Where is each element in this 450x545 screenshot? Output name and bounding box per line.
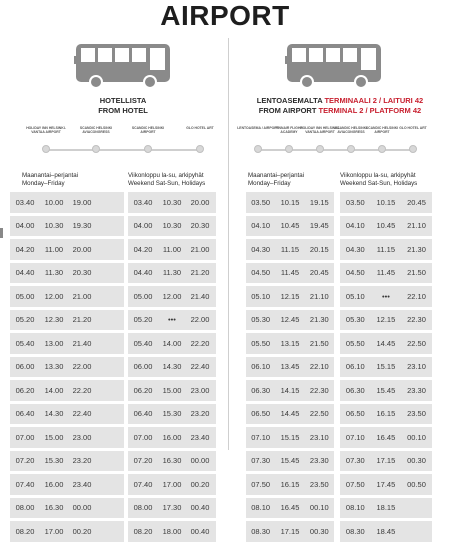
time-cell: 04.40 — [15, 268, 35, 278]
time-cell: 13.45 — [280, 362, 300, 372]
time-cell: 18.15 — [376, 503, 396, 513]
time-cell: 12.15 — [280, 291, 300, 301]
time-cell: 07.30 — [251, 456, 271, 466]
stop-dot — [42, 145, 50, 153]
time-cell: 11.45 — [280, 268, 300, 278]
table-row — [128, 521, 216, 542]
time-cell: 06.30 — [251, 385, 271, 395]
time-cell: 17.30 — [162, 503, 182, 513]
table-row — [128, 404, 216, 425]
table-row — [340, 310, 432, 331]
time-cell: 06.10 — [251, 362, 271, 372]
table-row — [128, 192, 216, 213]
time-cell: 06.20 — [15, 385, 35, 395]
table-row — [128, 286, 216, 307]
time-cell: 21.40 — [190, 291, 210, 301]
stop-label: SCANDIC HELSINKI AVIACONGRESS — [334, 126, 368, 134]
time-cell: 22.20 — [190, 338, 210, 348]
time-cell: 15.00 — [162, 385, 182, 395]
time-cell: 03.40 — [15, 197, 35, 207]
left-weekend-header: Viikonloppu la-su, arkipyhät Weekend Sat-Sun, Holidays — [128, 172, 206, 187]
table-row — [128, 310, 216, 331]
table-row — [340, 380, 432, 401]
time-cell: ••• — [381, 291, 390, 301]
time-cell: 14.30 — [44, 409, 64, 419]
stop-label: GLO HOTEL ART — [186, 126, 214, 130]
table-row — [340, 357, 432, 378]
time-cell: 06.40 — [15, 409, 35, 419]
time-cell: 20.15 — [309, 244, 329, 254]
time-cell: 04.10 — [251, 221, 271, 231]
stop-label: SCANDIC HELSINKI AIRPORT — [365, 126, 399, 134]
stop-dot — [409, 145, 417, 153]
time-cell: 22.00 — [72, 362, 92, 372]
time-cell: 15.30 — [162, 409, 182, 419]
time-cell: 12.15 — [376, 315, 396, 325]
table-row — [340, 333, 432, 354]
time-cell: 21.30 — [407, 244, 426, 254]
stop-dot — [254, 145, 262, 153]
time-cell: 11.15 — [376, 244, 395, 254]
time-cell: 05.40 — [133, 338, 153, 348]
time-cell: 19.45 — [309, 221, 329, 231]
time-cell: 19.15 — [309, 197, 329, 207]
time-cell: 22.10 — [407, 291, 426, 301]
time-cell: 12.00 — [44, 291, 64, 301]
time-cell: 05.40 — [15, 338, 35, 348]
stop-label: FINNAIR FLIGHT ACADEMY — [275, 126, 303, 134]
left-destination — [74, 96, 172, 116]
right-destination — [240, 96, 440, 116]
table-row — [340, 474, 432, 495]
time-cell: 06.50 — [251, 409, 271, 419]
time-cell: 07.40 — [15, 479, 35, 489]
table-row — [10, 192, 124, 213]
table-row — [10, 263, 124, 284]
table-row — [246, 380, 334, 401]
time-cell: 16.00 — [44, 479, 64, 489]
time-cell: 11.15 — [280, 244, 300, 254]
time-cell: 00.30 — [407, 456, 426, 466]
time-cell: 14.00 — [44, 385, 64, 395]
time-cell: 20.30 — [190, 221, 210, 231]
time-cell: 15.30 — [44, 456, 64, 466]
time-cell: 07.30 — [345, 456, 365, 466]
table-row — [10, 380, 124, 401]
time-cell: 20.00 — [190, 197, 210, 207]
table-row — [128, 263, 216, 284]
time-cell: 04.50 — [251, 268, 271, 278]
time-cell: 22.20 — [72, 385, 92, 395]
table-row — [10, 498, 124, 519]
time-cell: 10.30 — [162, 197, 182, 207]
time-cell: 21.10 — [407, 221, 426, 231]
time-cell: 11.30 — [162, 268, 182, 278]
time-cell: 19.30 — [72, 221, 92, 231]
time-cell: 13.15 — [280, 338, 300, 348]
time-cell: 04.20 — [15, 244, 35, 254]
table-row — [340, 521, 432, 542]
time-cell: 11.00 — [162, 244, 182, 254]
time-cell: 04.10 — [345, 221, 365, 231]
time-cell: 05.20 — [15, 315, 35, 325]
time-cell: 05.20 — [133, 315, 153, 325]
right-weekend-table — [340, 192, 432, 545]
stop-label: SCANDIC HELSINKI AIRPORT — [131, 126, 165, 134]
table-row — [10, 427, 124, 448]
time-cell: 23.40 — [190, 432, 210, 442]
time-cell: 04.30 — [345, 244, 365, 254]
time-cell: 00.40 — [190, 503, 210, 513]
table-row — [246, 286, 334, 307]
time-cell: 05.50 — [345, 338, 365, 348]
table-row — [340, 239, 432, 260]
time-cell: 23.20 — [190, 409, 210, 419]
left-weekday-header: Maanantai–perjantai Monday–Friday — [22, 172, 79, 187]
table-row — [10, 404, 124, 425]
time-cell: 06.20 — [133, 385, 153, 395]
time-cell: 06.10 — [345, 362, 365, 372]
time-cell: 04.50 — [345, 268, 365, 278]
time-cell: 23.40 — [72, 479, 92, 489]
table-row — [246, 521, 334, 542]
stop-dot — [92, 145, 100, 153]
time-cell: 06.50 — [345, 409, 365, 419]
table-row — [246, 192, 334, 213]
bus-icon — [74, 42, 172, 90]
table-row — [128, 333, 216, 354]
page-title: AIRPORT — [160, 0, 290, 31]
time-cell: ••• — [168, 315, 176, 325]
time-cell: 00.20 — [190, 479, 210, 489]
table-row — [10, 521, 124, 542]
time-cell: 08.20 — [15, 526, 35, 536]
time-cell: 05.10 — [251, 291, 271, 301]
edge-marker — [0, 228, 3, 238]
time-cell: 22.30 — [309, 385, 329, 395]
time-cell: 15.45 — [376, 385, 396, 395]
time-cell: 14.15 — [280, 385, 300, 395]
time-cell: 22.40 — [190, 362, 210, 372]
table-row — [246, 216, 334, 237]
time-cell: 21.00 — [190, 244, 210, 254]
table-row — [340, 451, 432, 472]
time-cell: 04.30 — [251, 244, 271, 254]
table-row — [128, 451, 216, 472]
time-cell: 21.50 — [407, 268, 426, 278]
time-cell: 10.00 — [44, 197, 64, 207]
stop-label: HOLIDAY INN HELSINKI-VANTAA AIRPORT — [26, 126, 66, 134]
time-cell: 05.30 — [251, 315, 271, 325]
time-cell: 22.10 — [309, 362, 329, 372]
time-cell: 12.30 — [44, 315, 64, 325]
from-hotel-en: FROM HOTEL — [98, 106, 148, 115]
time-cell: 16.45 — [376, 432, 396, 442]
time-cell: 16.15 — [280, 479, 300, 489]
time-cell: 00.40 — [190, 526, 210, 536]
table-row — [340, 192, 432, 213]
time-cell: 21.30 — [309, 315, 329, 325]
time-cell: 19.00 — [72, 197, 92, 207]
time-cell: 14.45 — [376, 338, 396, 348]
table-row — [128, 357, 216, 378]
time-cell: 06.00 — [133, 362, 153, 372]
time-cell: 07.50 — [251, 479, 271, 489]
time-cell: 22.00 — [190, 315, 210, 325]
time-cell: 23.20 — [72, 456, 92, 466]
stop-dot — [347, 145, 355, 153]
time-cell: 03.40 — [133, 197, 153, 207]
time-cell: 14.00 — [162, 338, 182, 348]
route-line — [44, 149, 202, 151]
left-weekday-table — [10, 192, 124, 545]
time-cell: 10.30 — [162, 221, 182, 231]
from-airport-en: FROM AIRPORT TERMINAL 2 / PLATFORM 42 — [258, 106, 422, 115]
stop-dot — [285, 145, 293, 153]
table-row — [10, 216, 124, 237]
time-cell: 08.00 — [15, 503, 35, 513]
time-cell: 16.00 — [162, 432, 182, 442]
time-cell: 07.00 — [15, 432, 35, 442]
time-cell: 23.50 — [309, 479, 329, 489]
time-cell: 22.40 — [72, 409, 92, 419]
time-cell: 00.20 — [72, 526, 92, 536]
time-cell: 18.00 — [162, 526, 182, 536]
time-cell: 05.30 — [345, 315, 365, 325]
table-row — [246, 310, 334, 331]
time-cell: 08.30 — [251, 526, 271, 536]
stop-dot — [316, 145, 324, 153]
time-cell: 00.50 — [407, 479, 426, 489]
time-cell: 18.45 — [376, 526, 396, 536]
table-row — [128, 474, 216, 495]
time-cell: 05.50 — [251, 338, 271, 348]
time-cell: 04.40 — [133, 268, 153, 278]
time-cell: 20.30 — [72, 268, 92, 278]
time-cell: 14.45 — [280, 409, 300, 419]
right-weekend-header: Viikonloppu la-su, arkipyhät Weekend Sat-Sun, Holidays — [340, 172, 418, 187]
table-row — [10, 333, 124, 354]
time-cell: 07.10 — [251, 432, 271, 442]
time-cell: 08.10 — [251, 503, 271, 513]
stop-label: LENTOASEMA / AIRPORT — [237, 126, 279, 130]
from-hotel-fi: HOTELLISTA — [99, 96, 147, 105]
time-cell: 03.50 — [345, 197, 365, 207]
stop-dot — [378, 145, 386, 153]
time-cell: 07.10 — [345, 432, 365, 442]
stop-label: SCANDIC HELSINKI AVIACONGRESS — [79, 126, 113, 134]
table-row — [10, 310, 124, 331]
time-cell: 06.00 — [15, 362, 35, 372]
table-row — [128, 427, 216, 448]
route-stop — [178, 126, 222, 144]
route-stop — [391, 126, 435, 144]
time-cell: 23.30 — [407, 385, 426, 395]
time-cell: 23.00 — [72, 432, 92, 442]
table-row — [246, 498, 334, 519]
table-row — [128, 239, 216, 260]
time-cell: 00.00 — [72, 503, 92, 513]
table-row — [128, 380, 216, 401]
table-row — [128, 498, 216, 519]
time-cell: 03.50 — [251, 197, 271, 207]
time-cell: 10.45 — [376, 221, 396, 231]
time-cell: 13.00 — [44, 338, 64, 348]
stop-label: GLO HOTEL ART — [399, 126, 427, 130]
time-cell: 00.00 — [190, 456, 210, 466]
table-row — [340, 286, 432, 307]
stop-dot — [196, 145, 204, 153]
time-cell: 07.20 — [15, 456, 35, 466]
table-row — [246, 474, 334, 495]
time-cell: 00.10 — [309, 503, 329, 513]
time-cell: 04.00 — [15, 221, 35, 231]
time-cell: 06.40 — [133, 409, 153, 419]
route-stop — [126, 126, 170, 144]
time-cell: 07.20 — [133, 456, 153, 466]
route-stop — [24, 126, 68, 144]
time-cell: 15.00 — [44, 432, 64, 442]
table-row — [128, 216, 216, 237]
time-cell: 16.15 — [376, 409, 396, 419]
time-cell: 21.20 — [72, 315, 92, 325]
time-cell: 20.45 — [309, 268, 329, 278]
time-cell: 14.30 — [162, 362, 182, 372]
time-cell: 13.30 — [44, 362, 64, 372]
time-cell: 21.10 — [309, 291, 329, 301]
column-divider — [228, 38, 229, 450]
time-cell: 07.40 — [133, 479, 153, 489]
time-cell: 15.15 — [280, 432, 300, 442]
table-row — [340, 216, 432, 237]
time-cell: 15.45 — [280, 456, 300, 466]
table-row — [10, 239, 124, 260]
time-cell: 08.00 — [133, 503, 153, 513]
time-cell: 16.30 — [162, 456, 182, 466]
time-cell: 12.45 — [280, 315, 300, 325]
table-row — [10, 451, 124, 472]
time-cell: 23.50 — [407, 409, 426, 419]
time-cell: 16.45 — [280, 503, 300, 513]
time-cell: 07.00 — [133, 432, 153, 442]
time-cell: 17.15 — [376, 456, 396, 466]
time-cell: 10.30 — [44, 221, 64, 231]
table-row — [340, 498, 432, 519]
table-row — [10, 286, 124, 307]
time-cell: 22.30 — [407, 315, 426, 325]
left-weekend-table — [128, 192, 216, 545]
table-row — [246, 239, 334, 260]
time-cell: 11.00 — [44, 244, 64, 254]
time-cell: 00.30 — [309, 526, 329, 536]
time-cell: 05.00 — [133, 291, 153, 301]
time-cell: 08.10 — [345, 503, 365, 513]
right-weekday-header: Maanantai–perjantai Monday–Friday — [248, 172, 305, 187]
time-cell: 11.30 — [44, 268, 64, 278]
table-row — [340, 427, 432, 448]
right-route — [237, 126, 427, 156]
time-cell: 10.15 — [280, 197, 300, 207]
time-cell: 08.20 — [133, 526, 153, 536]
time-cell: 11.45 — [376, 268, 395, 278]
time-cell: 17.45 — [376, 479, 396, 489]
table-row — [246, 451, 334, 472]
table-row — [10, 357, 124, 378]
time-cell: 23.10 — [407, 362, 426, 372]
stop-dot — [144, 145, 152, 153]
route-stop — [74, 126, 118, 144]
table-row — [340, 404, 432, 425]
table-row — [340, 263, 432, 284]
time-cell: 22.50 — [309, 409, 329, 419]
time-cell: 21.50 — [309, 338, 329, 348]
time-cell: 10.45 — [280, 221, 300, 231]
time-cell: 20.00 — [72, 244, 92, 254]
right-weekday-table — [246, 192, 334, 545]
time-cell: 06.30 — [345, 385, 365, 395]
time-cell: 21.20 — [190, 268, 210, 278]
time-cell: 23.10 — [309, 432, 329, 442]
table-row — [246, 357, 334, 378]
time-cell: 17.00 — [44, 526, 64, 536]
left-route — [26, 126, 214, 156]
route-line — [256, 149, 416, 151]
time-cell: 05.00 — [15, 291, 35, 301]
time-cell: 22.50 — [407, 338, 426, 348]
time-cell: 10.15 — [376, 197, 396, 207]
time-cell: 17.15 — [280, 526, 300, 536]
time-cell: 04.00 — [133, 221, 153, 231]
table-row — [246, 427, 334, 448]
time-cell: 21.00 — [72, 291, 92, 301]
time-cell: 23.30 — [309, 456, 329, 466]
time-cell: 15.15 — [376, 362, 396, 372]
time-cell: 21.40 — [72, 338, 92, 348]
time-cell: 07.50 — [345, 479, 365, 489]
time-cell: 08.30 — [345, 526, 365, 536]
table-row — [246, 333, 334, 354]
from-airport-fi: LENTOASEMALTA TERMINAALI 2 / LAITURI 42 — [256, 96, 424, 105]
time-cell: 00.10 — [407, 432, 426, 442]
bus-icon — [285, 42, 383, 90]
time-cell: 12.00 — [162, 291, 182, 301]
table-row — [10, 474, 124, 495]
time-cell: 16.30 — [44, 503, 64, 513]
time-cell: 04.20 — [133, 244, 153, 254]
stop-label: HOLIDAY INN HELSINKI-VANTAA AIRPORT — [300, 126, 340, 134]
table-row — [246, 404, 334, 425]
time-cell: 20.45 — [407, 197, 426, 207]
time-cell: 05.10 — [345, 291, 365, 301]
table-row — [246, 263, 334, 284]
time-cell: 23.00 — [190, 385, 210, 395]
time-cell: 17.00 — [162, 479, 182, 489]
